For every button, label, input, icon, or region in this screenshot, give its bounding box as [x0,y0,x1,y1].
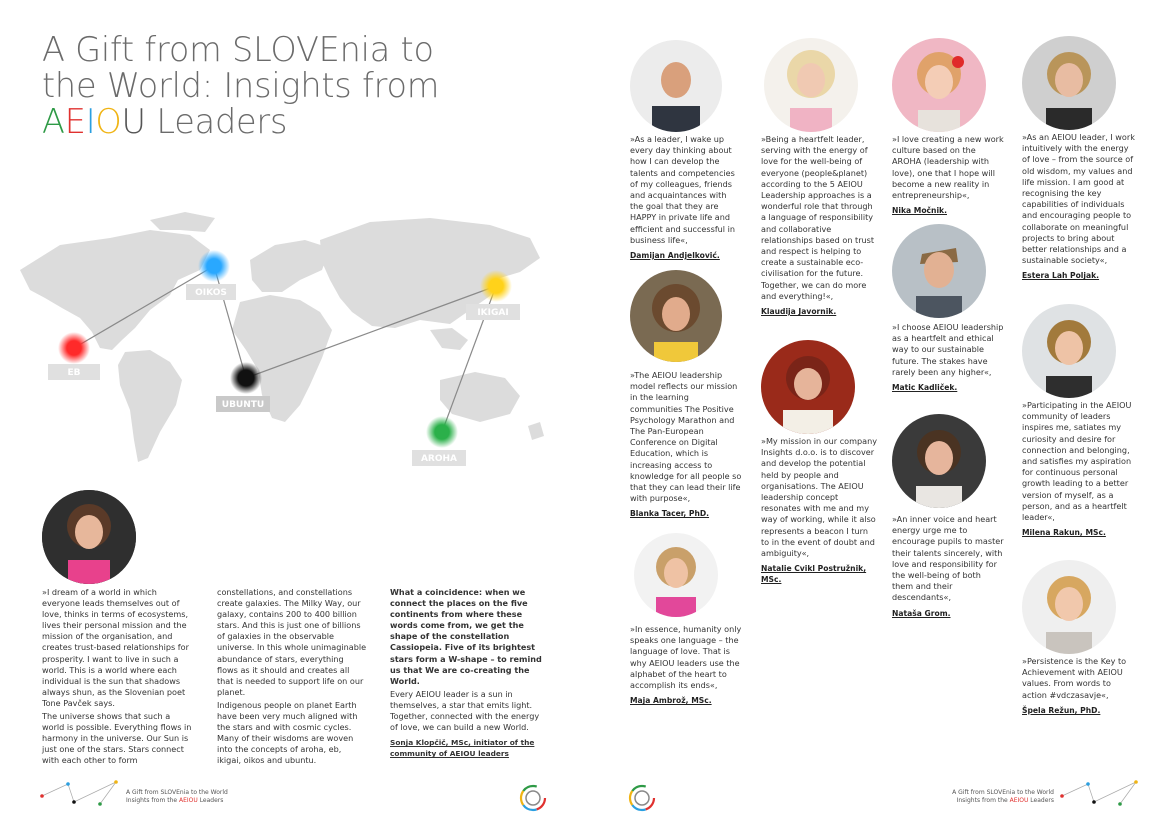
page-title [42,32,502,140]
avatar-matic [892,224,986,318]
left-col-3 [390,587,548,759]
star-oikos [198,250,230,282]
aeiou-logo-icon [519,784,547,812]
avatar-damijan [630,40,722,132]
label-eb: EB [67,368,81,378]
avatar-milena [1022,304,1116,398]
quote-text: »Being a heartfelt leader, serving with the energy of love for the well-being of everyone (people&planet) according to the 5 AEIOU Leadership approaches is a wonderful role that through a language of responsibility and collaborative relationships based on trust and respect is helping to create a sustainable eco-civilisation for the future. Together, we can do more and everything!«, [761,134,875,301]
quote-author: Damijan Andjelković. [630,251,720,261]
col1-para-2: The universe shows that such a world is possible. Everything flows in harmony in the universe. Our Sun is just one of the stars. Stars connect with each other to form [42,711,192,766]
quote-text: »In essence, humanity only speaks one language – the language of love. That is why AEIOU leaders use the alphabet of the heart to accomplish its ends«, [630,624,742,691]
footer-line-2-pre: Insights from the [956,796,1010,804]
avatar-natalie [761,340,855,434]
title-letter-e: E [64,102,86,141]
left-col-1 [42,587,192,767]
quote-blanka [630,370,742,520]
col1-para-1: »I dream of a world in which everyone leads themselves out of love, thinks in terms of ecosystems, lives their personal mission and the mission of the organisation, and creates trust-based relationships for prosperity. I want to live in such a world. This is a world where each individual is the sun that shadows always shun, as the Slovenian poet Tone Pavček says. [42,587,189,708]
world-map [0,200,587,490]
avatar-sonja [42,490,136,584]
quote-natalie [761,436,877,586]
footer-line-2-post: Leaders [1028,796,1054,804]
avatar-klaudija [764,38,858,132]
title-letter-o: O [95,102,122,141]
title-leaders: Leaders [145,102,288,141]
quote-author: Klaudija Javornik. [761,307,837,317]
avatar-natasa [892,414,986,508]
left-page [0,0,587,823]
label-ubuntu: UBUNTU [221,400,265,410]
footer-line-2-pre: Insights from the [126,796,179,804]
avatar-spela [1022,560,1116,654]
quote-text: »Persistence is the Key to Achievement with AEIOU values. From words to action #vdczasavje«, [1022,656,1127,700]
title-letter-u: U [121,102,146,141]
quote-author: Natalie Cvikl Postružnik, MSc. [761,564,867,585]
avatar-maja [634,533,718,617]
star-aroha [426,416,458,448]
footer-constellation-icon [1058,778,1140,806]
footer-acro: AEIOU [1009,796,1029,804]
avatar-blanka [630,270,722,362]
quote-spela [1022,656,1138,716]
footer-acro: AEIOU [179,796,198,804]
quote-text: »I love creating a new work culture based on the AROHA (leadership with love), one that I hope will become a new reality in entrepreneurship«, [892,134,1004,201]
title-letter-a: A [42,102,65,141]
quote-author: Blanka Tacer, PhD. [630,509,710,519]
left-col-2 [217,587,367,767]
label-ikigai: IKIGAI [477,308,509,318]
footer-left [126,789,228,804]
quote-matic [892,322,1004,393]
col3-para-1: What a coincidence: when we connect the places on the five continents from where these words come from, we get the shape of the constellation Cassiopeia. Five of its brightest stars form a W-shape – to remind us that We are co-creating the World. [390,587,542,686]
quote-maja [630,624,742,706]
col3-signature: Sonja Klopčič, MSc, initiator of the community of AEIOU leaders [390,738,535,759]
title-letter-i: I [85,102,96,141]
quote-nika [892,134,1004,216]
quote-author: Matic Kadliček. [892,383,958,393]
footer-line-2-post: Leaders [197,796,224,804]
title-line-3 [42,104,502,140]
star-ikigai [480,270,512,302]
footer-line-2 [948,797,1054,805]
quote-text: »I choose AEIOU leadership as a heartfelt and ethical way to our sustainable future. The stakes have rarely been any higher«, [892,322,1004,377]
footer-constellation-icon [38,778,120,806]
col2-para-1: constellations, and constellations create galaxies. The Milky Way, our galaxy, contains 200 to 400 billion stars. And this is just one of billions of galaxies in the observable universe. In this whole unimaginable abundance of stars, everything flows as it should and creates all that is needed to support life on our planet. [217,587,367,697]
quote-klaudija [761,134,877,317]
label-oikos: OIKOS [195,288,227,298]
footer-line-2 [126,797,228,805]
title-line-2: the World: Insights from [42,66,440,105]
star-ubuntu [230,362,262,394]
star-eb [58,332,90,364]
quote-damijan [630,134,742,261]
footer-line-1: A Gift from SLOVEnia to the World [126,789,228,796]
quote-text: »An inner voice and heart energy urge me to encourage pupils to master their talents sincerely, with love and responsibility for the well-being of both them and their descendants«, [892,514,1004,603]
quote-natasa [892,514,1004,619]
quote-text: »As a leader, I wake up every day thinking about how I can develop the talents and competencies of my colleagues, friends and acquaintances with the goal that they are HAPPY in private life and efficient and successful in business life«, [630,134,735,245]
col2-para-2: Indigenous people on planet Earth have been very much aligned with the stars and with cosmic cycles. Many of their wisdoms are woven into the concepts of aroha, eb, ikigai, oikos and ubuntu. [217,699,358,766]
quote-author: Estera Lah Poljak. [1022,271,1100,281]
quote-author: Milena Rakun, MSc. [1022,528,1106,538]
aeiou-logo-icon [628,784,656,812]
quote-text: »As an AEIOU leader, I work intuitively with the energy of love – from the source of old wisdom, my values and life mission. I am good at recognising the key capabilities of individuals and encouraging people to collaborate on meaningful projects to bring about better relationships and a sustainable society«, [1022,132,1135,266]
quote-author: Nika Močnik. [892,206,947,216]
continents [20,212,544,462]
avatar-nika [892,38,986,132]
label-aroha: AROHA [420,454,458,464]
footer-right [948,789,1054,804]
right-page [588,0,1175,823]
quote-estera [1022,132,1138,282]
quote-milena [1022,400,1138,538]
quote-author: Maja Ambrož, MSc. [630,696,712,706]
quote-text: »My mission in our company Insights d.o.o. is to discover and develop the potential held by people and organisations. The AEIOU leadership concept resonates with me and my way of working, while it also represents a beacon I turn to in the event of doubt and ambiguity«, [761,436,878,559]
avatar-estera [1022,36,1116,130]
quote-author: Nataša Grom. [892,608,951,618]
quote-text: »The AEIOU leadership model reflects our mission in the learning communities The Positive Psychology Marathon and The Pan-European Conference on Digital Education, which is increasing access to knowledge for all people so that they can lead their life with purpose«, [630,370,742,504]
quote-author: Špela Režun, PhD. [1022,705,1101,715]
col3-para-2: Every AEIOU leader is a sun in themselves, a star that emits light. Together, connected with the energy of love, we can build a new World. [390,688,540,733]
quote-text: »Participating in the AEIOU community of leaders inspires me, satiates my curiosity and desire for connection and belonging, and satisfies my aspiration for continuous personal growth leading to a better version of myself, as a person, and as a heartfelt leader«, [1022,400,1132,523]
title-line-1: A Gift from SLOVEnia to [42,30,434,69]
footer-line-1: A Gift from SLOVEnia to the World [952,789,1054,796]
